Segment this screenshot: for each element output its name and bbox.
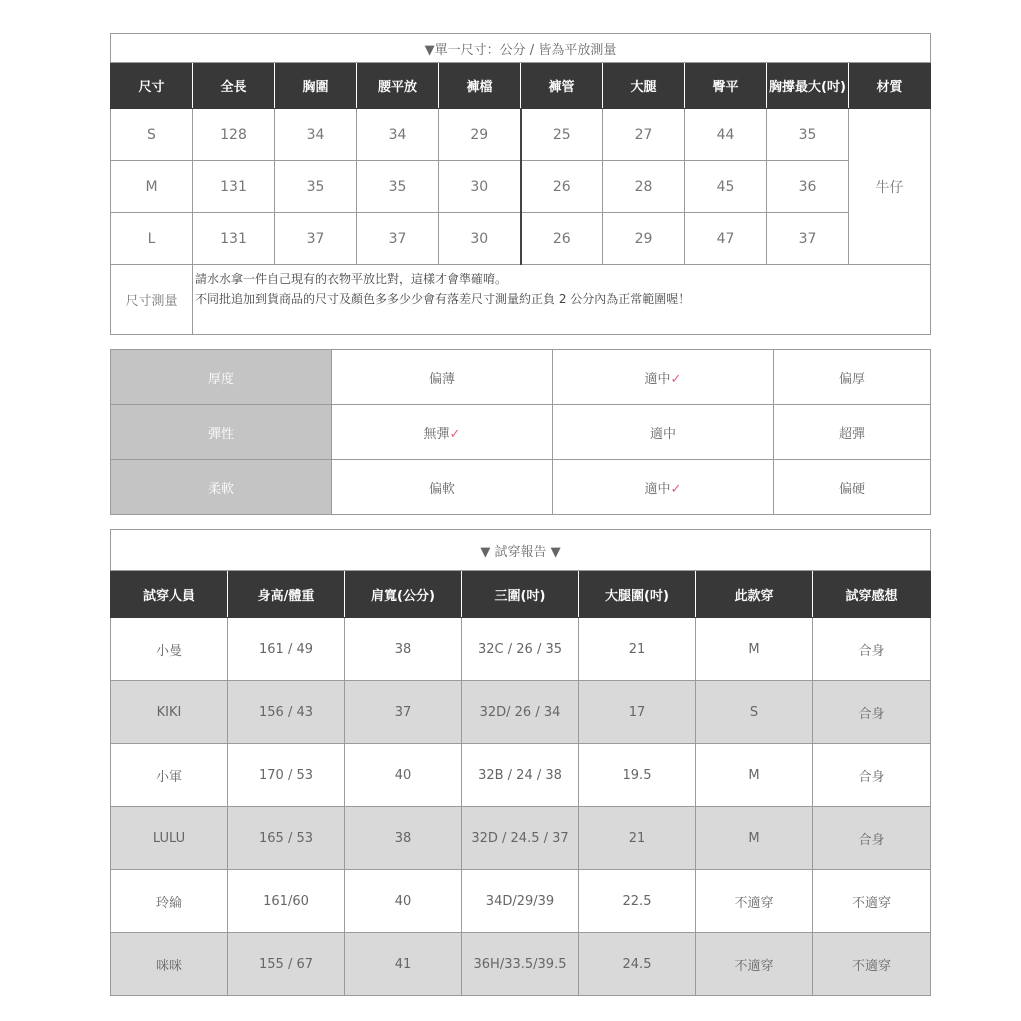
header-shoulder: 肩寬(公分)	[345, 571, 462, 618]
table-row	[111, 870, 931, 933]
thigh-cell: 22.5	[579, 870, 696, 933]
header-max-stretch: 胸撐最大(吋)	[767, 63, 849, 109]
header-thigh: 大腿	[603, 63, 685, 109]
height-weight-cell: 156 / 43	[228, 681, 345, 744]
fit-comment-cell: 合身	[813, 807, 931, 870]
thickness-label: 厚度	[111, 350, 332, 405]
fabric-option	[774, 350, 931, 405]
material-cell: 牛仔	[849, 109, 931, 265]
header-size-worn: 此款穿	[696, 571, 813, 618]
measurements-cell: 32C / 26 / 35	[462, 618, 579, 681]
size-cell: M	[111, 161, 193, 213]
fabric-option	[553, 460, 774, 515]
tester-name: KIKI	[111, 681, 228, 744]
fabric-option	[332, 350, 553, 405]
hip-cell: 47	[685, 213, 767, 265]
fit-comment-cell: 合身	[813, 681, 931, 744]
rise-cell: 29	[439, 109, 521, 161]
thigh-cell: 21	[579, 618, 696, 681]
max-stretch-cell: 36	[767, 161, 849, 213]
option-text: 適中	[649, 426, 676, 442]
check-icon: ✓	[670, 481, 682, 497]
fit-comment-cell: 不適穿	[813, 933, 931, 996]
height-weight-cell: 161/60	[228, 870, 345, 933]
table-row	[111, 681, 931, 744]
max-stretch-cell: 37	[767, 213, 849, 265]
waist-cell: 37	[357, 213, 439, 265]
rise-cell: 30	[439, 161, 521, 213]
thigh-cell: 27	[603, 109, 685, 161]
header-thigh: 大腿圍(吋)	[579, 571, 696, 618]
fabric-option	[332, 460, 553, 515]
leg-opening-cell: 26	[521, 213, 603, 265]
try-on-caption: ▼ 試穿報告 ▼	[111, 530, 931, 571]
height-weight-cell: 170 / 53	[228, 744, 345, 807]
size-worn-cell: S	[696, 681, 813, 744]
measurements-cell: 32D / 24.5 / 37	[462, 807, 579, 870]
leg-opening-cell: 25	[521, 109, 603, 161]
measurements-cell: 32D/ 26 / 34	[462, 681, 579, 744]
header-height-weight: 身高/體重	[228, 571, 345, 618]
length-cell: 131	[193, 213, 275, 265]
table-row	[111, 161, 931, 213]
option-text: 適中	[644, 371, 671, 387]
header-leg-opening: 褲管	[521, 63, 603, 109]
fabric-properties-table	[110, 349, 931, 515]
fabric-option	[332, 405, 553, 460]
thigh-cell: 24.5	[579, 933, 696, 996]
tester-name: 小軍	[111, 744, 228, 807]
softness-row	[111, 460, 931, 515]
measurement-note-line: 不同批追加到貨商品的尺寸及顏色多多少少會有落差尺寸測量約正負 2 公分內為正常範圍喔！	[195, 292, 691, 306]
size-table	[110, 33, 931, 335]
shoulder-cell: 38	[345, 807, 462, 870]
fabric-option	[774, 405, 931, 460]
height-weight-cell: 155 / 67	[228, 933, 345, 996]
tester-name: 咪咪	[111, 933, 228, 996]
tester-name: 玲綸	[111, 870, 228, 933]
size-worn-cell: M	[696, 618, 813, 681]
check-icon: ✓	[449, 426, 461, 442]
height-weight-cell: 165 / 53	[228, 807, 345, 870]
table-row	[111, 807, 931, 870]
hip-cell: 44	[685, 109, 767, 161]
size-worn-cell: M	[696, 807, 813, 870]
rise-cell: 30	[439, 213, 521, 265]
try-on-report-table	[110, 529, 931, 996]
measurement-note-line: 請水水拿一件自己現有的衣物平放比對，這樣才會準確唷。	[195, 272, 508, 286]
thigh-cell: 29	[603, 213, 685, 265]
chest-cell: 34	[275, 109, 357, 161]
max-stretch-cell: 35	[767, 109, 849, 161]
table-row	[111, 109, 931, 161]
size-cell: S	[111, 109, 193, 161]
header-chest: 胸圍	[275, 63, 357, 109]
fabric-option	[553, 405, 774, 460]
waist-cell: 34	[357, 109, 439, 161]
measurements-cell: 32B / 24 / 38	[462, 744, 579, 807]
tester-name: 小曼	[111, 618, 228, 681]
shoulder-cell: 40	[345, 744, 462, 807]
header-fit-comment: 試穿感想	[813, 571, 931, 618]
fit-comment-cell: 合身	[813, 744, 931, 807]
elasticity-label: 彈性	[111, 405, 332, 460]
option-text: 無彈	[423, 426, 450, 442]
table-row	[111, 213, 931, 265]
leg-opening-cell: 26	[521, 161, 603, 213]
size-table-caption: ▼單一尺寸：公分 / 皆為平放測量	[111, 34, 931, 63]
measurement-note-label: 尺寸測量	[111, 265, 193, 335]
elasticity-row	[111, 405, 931, 460]
header-rise: 褲檔	[439, 63, 521, 109]
thigh-cell: 21	[579, 807, 696, 870]
fit-comment-cell: 合身	[813, 618, 931, 681]
chest-cell: 37	[275, 213, 357, 265]
fabric-option	[553, 350, 774, 405]
option-text: 偏硬	[838, 481, 865, 497]
shoulder-cell: 38	[345, 618, 462, 681]
table-row	[111, 933, 931, 996]
measurements-cell: 36H/33.5/39.5	[462, 933, 579, 996]
header-tester: 試穿人員	[111, 571, 228, 618]
header-hip: 臀平	[685, 63, 767, 109]
size-cell: L	[111, 213, 193, 265]
size-worn-cell: 不適穿	[696, 870, 813, 933]
header-material: 材質	[849, 63, 931, 109]
height-weight-cell: 161 / 49	[228, 618, 345, 681]
table-row	[111, 744, 931, 807]
length-cell: 131	[193, 161, 275, 213]
check-icon: ✓	[670, 371, 682, 387]
header-length: 全長	[193, 63, 275, 109]
fit-comment-cell: 不適穿	[813, 870, 931, 933]
header-size: 尺寸	[111, 63, 193, 109]
try-on-header-row	[111, 571, 931, 618]
option-text: 偏厚	[838, 371, 865, 387]
option-text: 偏軟	[428, 481, 455, 497]
thigh-cell: 19.5	[579, 744, 696, 807]
table-row	[111, 618, 931, 681]
thickness-row	[111, 350, 931, 405]
softness-label: 柔軟	[111, 460, 332, 515]
option-text: 超彈	[838, 426, 865, 442]
shoulder-cell: 37	[345, 681, 462, 744]
shoulder-cell: 41	[345, 933, 462, 996]
length-cell: 128	[193, 109, 275, 161]
fabric-option	[774, 460, 931, 515]
shoulder-cell: 40	[345, 870, 462, 933]
header-measurements: 三圍(吋)	[462, 571, 579, 618]
size-worn-cell: M	[696, 744, 813, 807]
hip-cell: 45	[685, 161, 767, 213]
size-worn-cell: 不適穿	[696, 933, 813, 996]
measurement-note-row	[111, 265, 931, 335]
size-table-header-row	[111, 63, 931, 109]
header-waist: 腰平放	[357, 63, 439, 109]
option-text: 偏薄	[428, 371, 455, 387]
thigh-cell: 17	[579, 681, 696, 744]
measurements-cell: 34D/29/39	[462, 870, 579, 933]
tester-name: LULU	[111, 807, 228, 870]
thigh-cell: 28	[603, 161, 685, 213]
waist-cell: 35	[357, 161, 439, 213]
chest-cell: 35	[275, 161, 357, 213]
option-text: 適中	[644, 481, 671, 497]
measurement-note	[193, 265, 931, 335]
